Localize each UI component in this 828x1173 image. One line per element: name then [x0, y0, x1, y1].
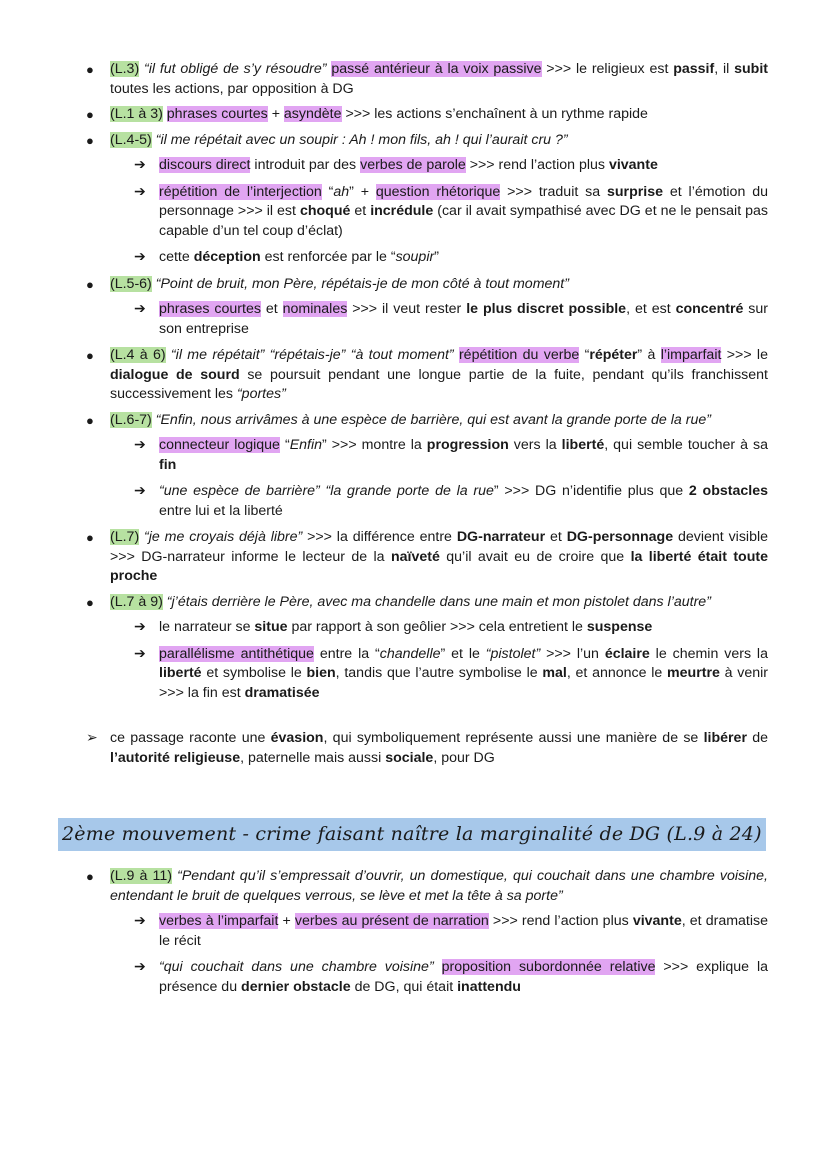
arrow-icon: ➔	[134, 157, 146, 173]
sub-item	[110, 482, 768, 521]
bold-text: la liberté était toute proche	[110, 548, 769, 584]
text: +	[267, 106, 284, 122]
highlight: nominales	[282, 301, 348, 317]
sub-item	[110, 156, 768, 176]
text: , qui semble toucher à sa	[604, 437, 769, 453]
bold-text: DG-personnage	[566, 529, 674, 545]
bold-text: l’autorité religieuse	[110, 749, 241, 766]
quote: “Pendant qu’il s’empressait d’ouvrir, un domestique, qui couchait dans une chambre voisine, entendant le bruit de quelques verrous, se lève et met la tête à sa porte”	[110, 868, 768, 904]
text: ” à	[637, 347, 661, 363]
conclusion	[0, 729, 828, 768]
highlight: asyndète	[283, 106, 342, 122]
highlight: verbes au présent de narration	[294, 913, 489, 929]
bullet-icon: ●	[86, 412, 94, 428]
text: (car il avait sympathisé avec DG et ne le pensait pas capable d’un tel coup d’éclat)	[159, 203, 768, 239]
quote: “il me répétait avec un soupir : Ah ! mon fils, ah ! qui l’aurait cru ?”	[151, 131, 568, 148]
bullet-icon: ●	[86, 869, 94, 884]
text	[434, 959, 442, 975]
sub-item	[110, 912, 768, 951]
list-item	[0, 131, 828, 268]
text: et	[350, 203, 371, 219]
highlight: passé antérieur à la voix passive	[331, 61, 542, 77]
bold-text: choqué	[299, 203, 351, 219]
text: “	[279, 437, 290, 453]
text: , paternelle mais aussi	[240, 749, 386, 766]
text: le chemin vers la	[649, 645, 768, 662]
text: >>> les actions s’enchaînent à un rythme rapide	[341, 106, 648, 122]
text: devient visible >>> DG-narrateur informe le lecteur de la	[110, 529, 768, 565]
sub-item	[110, 436, 768, 475]
bold-text: passif	[673, 61, 715, 77]
italic-text: “qui couchait dans une chambre voisine”	[159, 959, 434, 975]
italic-text: “portes”	[236, 386, 286, 402]
text: et symbolise le	[201, 665, 307, 681]
bold-text: bien	[306, 665, 336, 681]
bold-text: fin	[159, 456, 177, 473]
bold-text: liberté	[561, 437, 605, 453]
bullet-icon: ●	[86, 348, 94, 363]
text: , pour DG	[433, 749, 495, 766]
sub-list	[110, 912, 768, 997]
sub-item	[110, 183, 768, 242]
arrow-icon: ➔	[134, 437, 146, 453]
arrow-icon: ➔	[134, 483, 146, 499]
text: ” +	[349, 183, 376, 200]
sub-item	[110, 248, 768, 268]
italic-text: “pistolet”	[485, 645, 541, 662]
line-ref: (L.1 à 3)	[110, 106, 163, 122]
sub-item	[110, 618, 768, 638]
text: , et annonce le	[566, 665, 668, 681]
bold-text: vivante	[608, 157, 658, 173]
line-ref: (L.6-7)	[110, 411, 152, 428]
text: introduit par des	[250, 157, 361, 173]
line-ref: (L.7 à 9)	[110, 593, 163, 610]
text: >>> la différence entre	[302, 529, 457, 545]
text: >>> rend l’action plus	[465, 157, 609, 173]
line-ref: (L.4-5)	[110, 131, 152, 148]
quote: “Enfin, nous arrivâmes à une espèce de barrière, qui est avant la grande porte de la rue”	[151, 411, 711, 428]
bold-text: progression	[426, 437, 509, 453]
arrow-icon: ➔	[134, 959, 146, 975]
list-item	[0, 528, 828, 587]
list-item	[0, 275, 828, 340]
line-ref: (L.3)	[110, 61, 140, 77]
bullet-list-2	[0, 867, 828, 997]
bold-text: situe	[254, 619, 288, 635]
italic-text: Enfin	[289, 437, 323, 453]
highlight: discours direct	[159, 157, 251, 173]
sub-item	[110, 958, 768, 997]
italic-text: soupir	[395, 249, 435, 265]
text: >>> il veut rester	[347, 301, 467, 317]
text: , qui symboliquement représente aussi une manière de se	[323, 730, 704, 746]
quote: “il me répétait” “répétais-je” “à tout moment”	[165, 347, 454, 363]
text: vers la	[508, 437, 562, 453]
quote: “je me croyais déjà libre”	[139, 529, 303, 545]
text: ” >>> montre la	[322, 437, 427, 453]
text: ce passage raconte une	[110, 730, 271, 746]
highlight: question rhétorique	[375, 183, 501, 200]
bold-text: 2 obstacles	[688, 483, 768, 499]
text: >>> explique la présence du	[159, 959, 769, 995]
list-item	[0, 593, 828, 704]
bold-text: éclaire	[604, 645, 650, 662]
text: ” et le	[440, 645, 486, 662]
chevron-right-icon: ➢	[86, 730, 98, 746]
bullet-icon: ●	[86, 62, 94, 77]
text: se poursuit pendant une longue partie de la fuite, pendant qu’ils franchissent successivement les	[110, 366, 768, 402]
bold-text: sociale	[385, 749, 434, 766]
text: >>> traduit sa	[500, 183, 607, 200]
bold-text: libérer	[703, 730, 747, 746]
text: entre la “	[313, 645, 380, 662]
quote: “il fut obligé de s’y résoudre”	[143, 61, 327, 77]
text: et	[545, 529, 567, 545]
arrow-icon: ➔	[134, 301, 146, 317]
highlight: verbes de parole	[360, 157, 466, 173]
bold-text: surprise	[607, 183, 663, 200]
bold-text: liberté	[159, 665, 202, 681]
list-item	[0, 346, 828, 405]
highlight: connecteur logique	[159, 437, 280, 453]
bullet-list-1	[0, 60, 828, 703]
text: et l’émotion du personnage >>> il est	[159, 183, 768, 219]
quote: “Point de bruit, mon Père, répétais-je de mon côté à tout moment”	[151, 275, 569, 292]
italic-text: ah	[333, 183, 350, 200]
arrow-icon: ➔	[134, 249, 146, 265]
line-ref: (L.4 à 6)	[110, 347, 166, 363]
highlight: phrases courtes	[166, 106, 268, 122]
bold-text: dramatisée	[244, 684, 320, 701]
bold-text: inattendu	[457, 978, 521, 995]
bold-text: dernier obstacle	[241, 978, 351, 995]
text: de	[746, 730, 769, 746]
bold-text: mal	[542, 665, 567, 681]
bold-text: suspense	[586, 619, 653, 635]
highlight: verbes à l’imparfait	[159, 913, 279, 929]
bold-text: subit	[734, 61, 768, 77]
text: ” >>> DG n’identifie plus que	[493, 483, 689, 499]
text: >>> le	[721, 347, 768, 363]
line-ref: (L.7)	[110, 529, 140, 545]
arrow-icon: ➔	[134, 619, 146, 635]
text: +	[278, 913, 295, 929]
sub-list	[110, 618, 768, 703]
highlight: proposition subordonnée relative	[441, 959, 656, 975]
italic-text: chandelle	[379, 645, 441, 662]
bold-text: le plus discret possible	[466, 301, 627, 317]
text: , tandis que l’autre symbolise le	[335, 665, 543, 681]
bold-text: meurtre	[667, 665, 720, 681]
text: >>> l’un	[540, 645, 605, 662]
list-item	[0, 105, 828, 125]
text: qu’il avait eu de croire que	[439, 548, 631, 565]
sub-item	[110, 300, 768, 339]
section-heading: 2ème mouvement - crime faisant naître la marginalité de DG (L.9 à 24)	[58, 818, 766, 851]
bold-text: dialogue de sourd	[110, 366, 240, 383]
text: entre lui et la liberté	[159, 502, 283, 519]
highlight: phrases courtes	[159, 301, 261, 317]
bullet-icon: ●	[86, 107, 94, 122]
bold-text: évasion	[270, 730, 324, 746]
text: , et dramatise le récit	[159, 913, 769, 949]
bullet-icon: ●	[86, 276, 94, 292]
italic-text: “une espèce de barrière” “la grande porte de la rue	[159, 483, 494, 499]
text: et	[260, 301, 283, 317]
line-ref: (L.9 à 11)	[110, 868, 173, 884]
bullet-icon: ●	[86, 594, 94, 610]
list-item	[0, 411, 828, 522]
text: >>> rend l’action plus	[488, 913, 633, 929]
text: de DG, qui était	[350, 978, 458, 995]
sub-list	[110, 436, 768, 521]
highlight: répétition de l’interjection	[159, 183, 322, 200]
arrow-icon: ➔	[134, 913, 146, 929]
list-item	[0, 867, 828, 997]
bold-text: DG-narrateur	[456, 529, 546, 545]
text: “	[321, 183, 334, 200]
text: toutes les actions, par opposition à DG	[110, 80, 354, 97]
bold-text: incrédule	[370, 203, 434, 219]
bullet-icon: ●	[86, 530, 94, 545]
bullet-icon: ●	[86, 132, 94, 148]
bold-text: naïveté	[390, 548, 440, 565]
arrow-icon: ➔	[134, 183, 146, 200]
text: ”	[434, 249, 439, 265]
bold-text: vivante	[632, 913, 682, 929]
highlight: répétition du verbe	[458, 347, 580, 363]
bold-text: concentré	[675, 301, 744, 317]
text: le narrateur se	[159, 619, 255, 635]
text: à venir >>> la fin est	[159, 665, 768, 701]
text: , il	[714, 61, 735, 77]
text: par rapport à son geôlier >>> cela entretient le	[287, 619, 587, 635]
text: >>> le religieux est	[541, 61, 674, 77]
sub-list	[110, 300, 768, 339]
text: est renforcée par le “	[260, 249, 396, 265]
bold-text: répéter	[589, 347, 638, 363]
text: , et est	[626, 301, 676, 317]
highlight: parallélisme antithétique	[159, 645, 314, 662]
list-item	[0, 60, 828, 99]
sub-item	[110, 645, 768, 704]
highlight: l’imparfait	[660, 347, 722, 363]
quote: “j’étais derrière le Père, avec ma chandelle dans une main et mon pistolet dans l’autre”	[162, 593, 711, 610]
arrow-icon: ➔	[134, 645, 146, 662]
bold-text: déception	[193, 249, 261, 265]
text: sur son entreprise	[159, 301, 769, 337]
sub-list	[110, 156, 768, 268]
text: “	[579, 347, 590, 363]
text: cette	[159, 249, 194, 265]
line-ref: (L.5-6)	[110, 275, 152, 292]
